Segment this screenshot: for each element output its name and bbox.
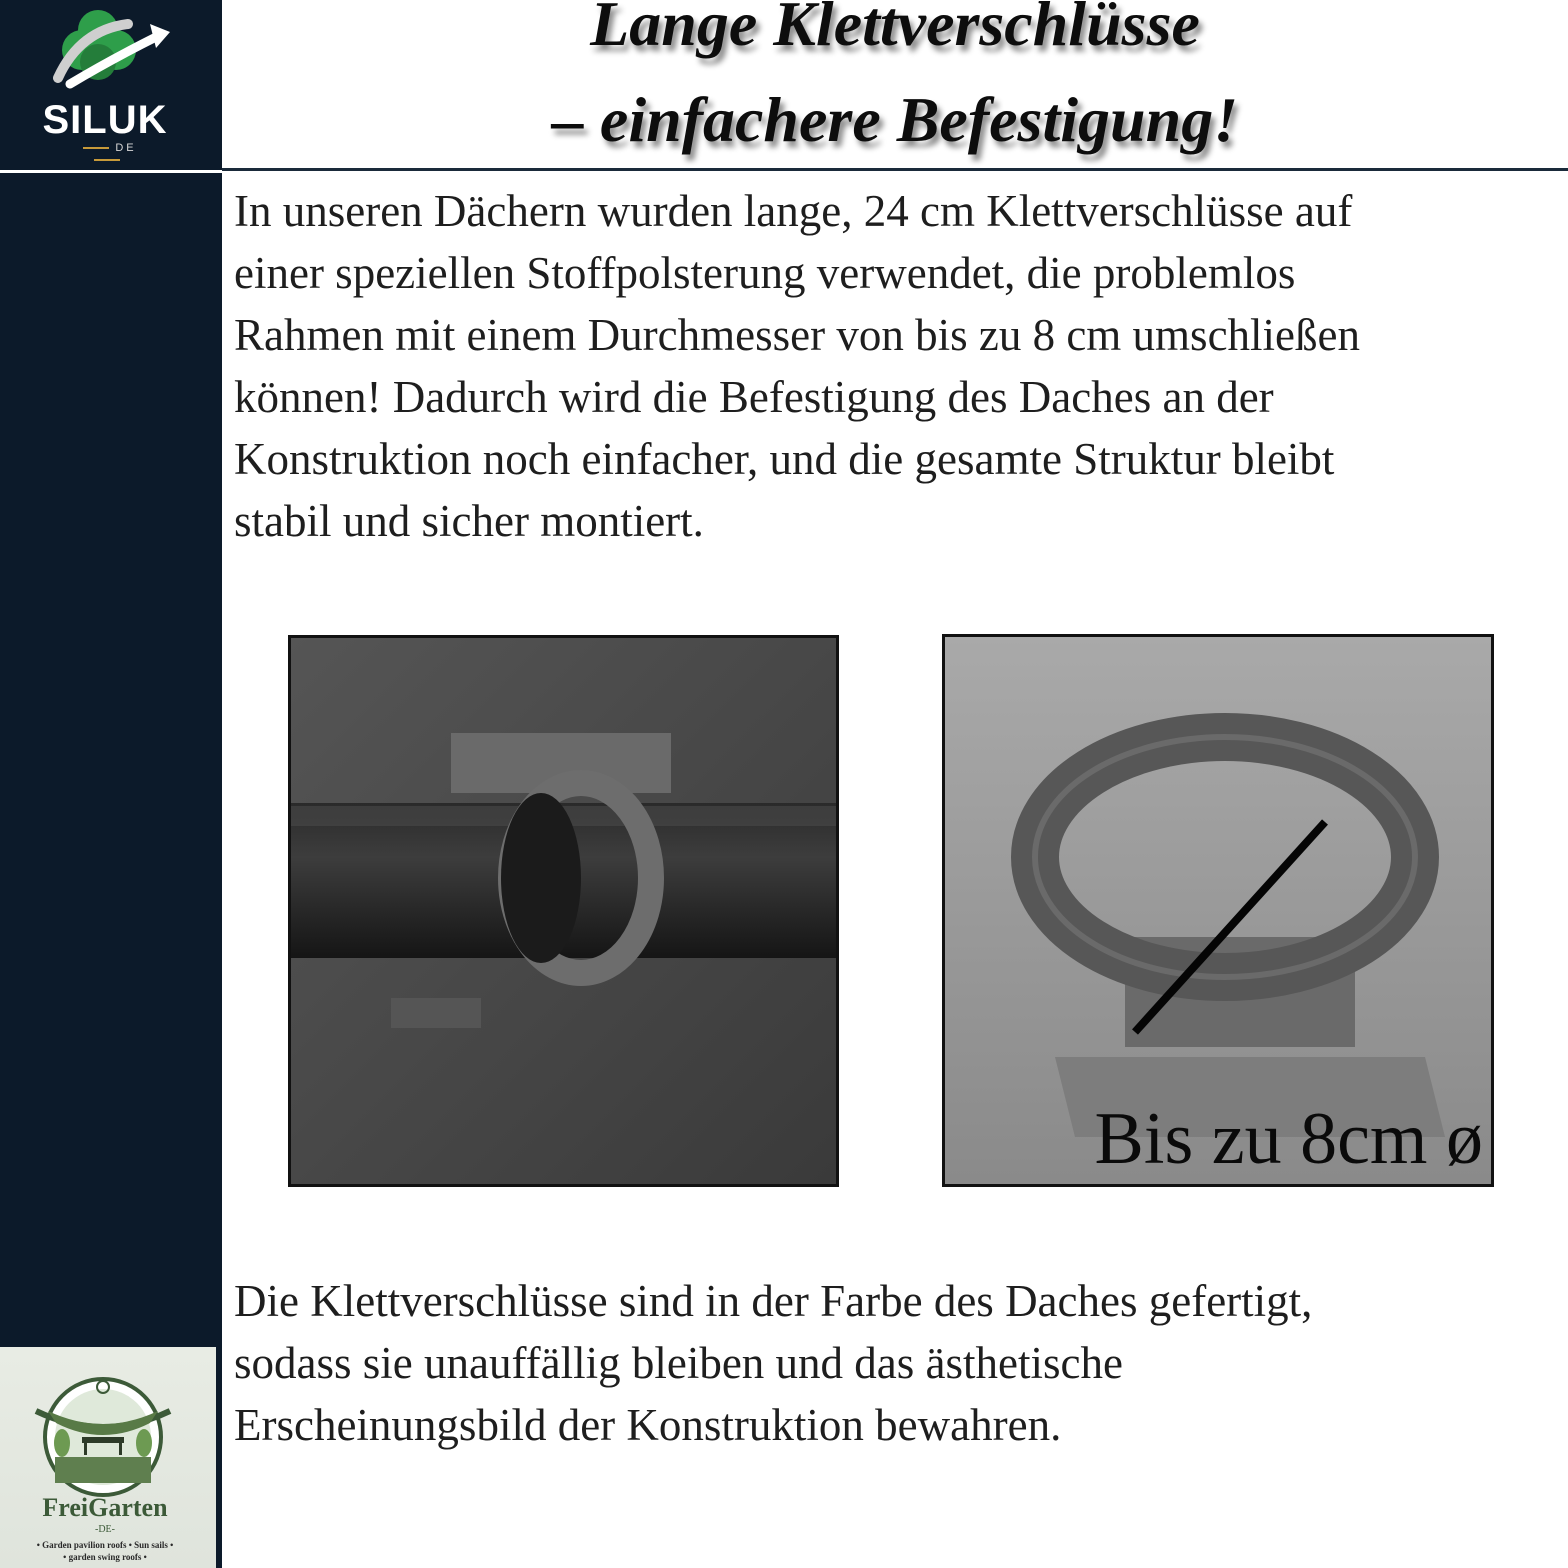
intro-line: Konstruktion noch einfacher, und die gesamte Struktur bleibt: [234, 434, 1335, 484]
clover-arrow-icon: [0, 0, 222, 100]
photo-velcro-loop: [942, 634, 1494, 1187]
diameter-caption: Bis zu 8cm ø: [1094, 1097, 1483, 1180]
intro-line: In unseren Dächern wurden lange, 24 cm Klettverschlüsse auf: [234, 186, 1353, 236]
outro-line: Erscheinungsbild der Konstruktion bewahren.: [234, 1400, 1062, 1450]
intro-paragraph: [234, 180, 1554, 552]
sidebar: [0, 0, 222, 1568]
page-title-line-1: Lange Klettverschlüsse: [590, 0, 1200, 59]
freigarten-badge: [0, 1347, 216, 1568]
velcro-on-frame-photo-icon: [291, 638, 836, 1184]
photo-velcro-on-frame: [288, 635, 839, 1187]
brand-sub: DE: [62, 142, 152, 166]
page-title-line-2: – einfachere Befestigung!: [551, 84, 1239, 155]
logo-divider: [0, 170, 222, 173]
intro-line: Rahmen mit einem Durchmesser von bis zu 8 cm umschließen: [234, 310, 1360, 360]
intro-line: einer speziellen Stoffpolsterung verwendet, die problemlos: [234, 248, 1296, 298]
brand-name: SILUK: [42, 98, 168, 142]
garden-bench-icon: [0, 1367, 216, 1507]
header-divider: [222, 168, 1568, 171]
outro-paragraph: [234, 1270, 1554, 1456]
intro-line: stabil und sicher montiert.: [234, 496, 704, 546]
badge-tagline-2: • garden swing roofs •: [63, 1552, 147, 1562]
outro-line: sodass sie unauffällig bleiben und das ästhetische: [234, 1338, 1123, 1388]
badge-name: FreiGarten: [42, 1493, 168, 1522]
siluk-logo: [0, 0, 222, 170]
outro-line: Die Klettverschlüsse sind in der Farbe des Daches gefertigt,: [234, 1276, 1313, 1326]
badge-tagline-1: • Garden pavilion roofs • Sun sails •: [36, 1540, 174, 1550]
intro-line: können! Dadurch wird die Befestigung des Daches an der: [234, 372, 1274, 422]
badge-sub: -DE-: [95, 1524, 115, 1535]
